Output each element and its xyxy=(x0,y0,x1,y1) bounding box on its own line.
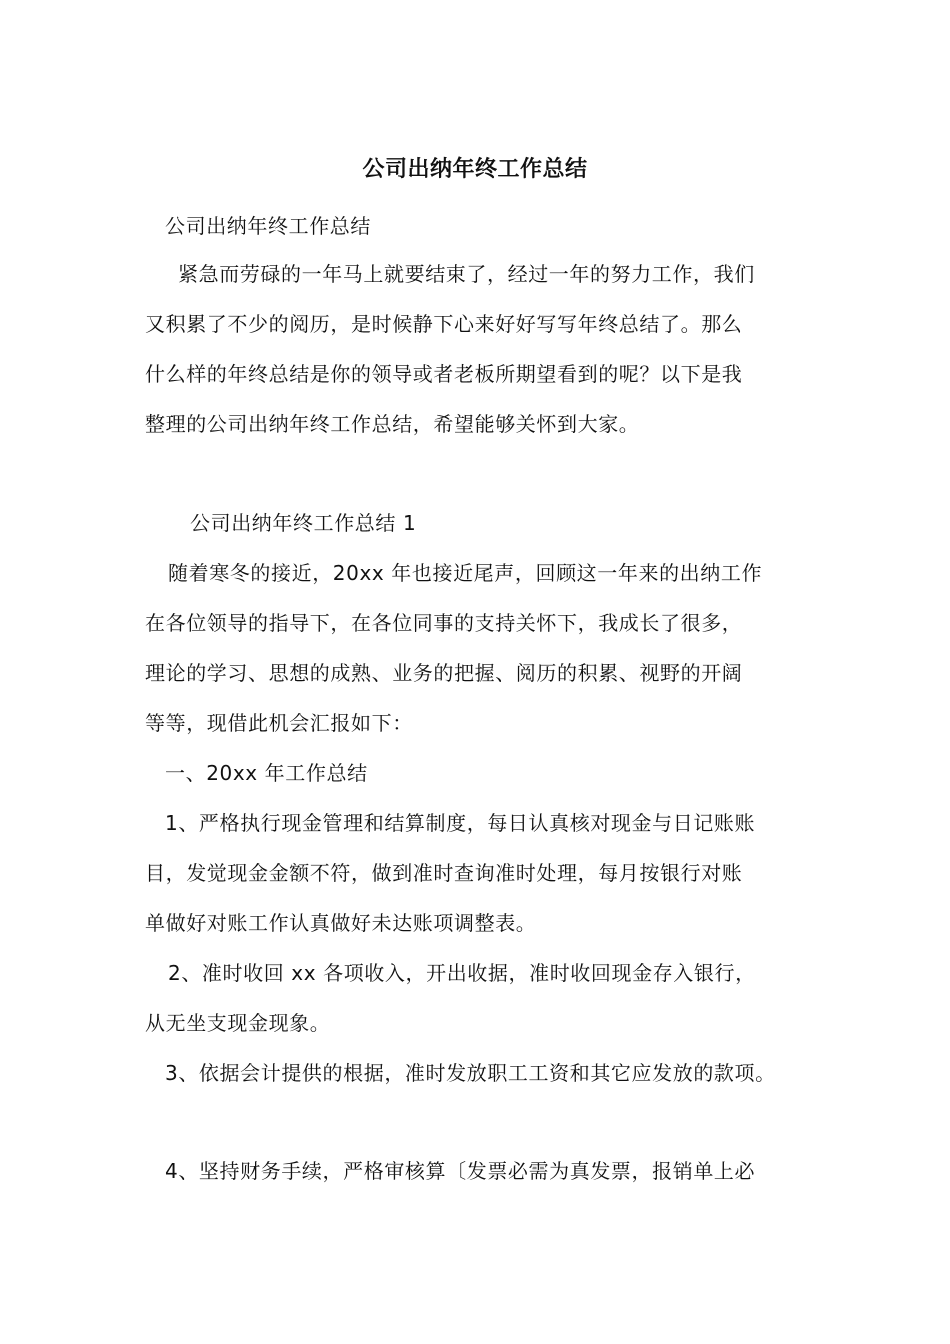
section-heading: 一、20xx 年工作总结 xyxy=(165,761,368,785)
paragraph-line: 在各位领导的指导下，在各位同事的支持关怀下，我成长了很多， xyxy=(145,611,743,635)
section-heading: 公司出纳年终工作总结 1 xyxy=(190,511,417,535)
list-item-line: 目，发觉现金金额不符，做到准时查询准时处理，每月按银行对账 xyxy=(145,861,743,885)
paragraph-line: 等等，现借此机会汇报如下： xyxy=(145,711,413,735)
paragraph-line: 理论的学习、思想的成熟、业务的把握、阅历的积累、视野的开阔 xyxy=(145,661,743,685)
subtitle-line: 公司出纳年终工作总结 xyxy=(165,214,371,238)
list-item-line: 1、严格执行现金管理和结算制度，每日认真核对现金与日记账账 xyxy=(165,811,756,835)
list-item-line: 2、准时收回 xx 各项收入，开出收据，准时收回现金存入银行， xyxy=(168,961,756,985)
list-item-line: 单做好对账工作认真做好未达账项调整表。 xyxy=(145,911,537,935)
list-item-line: 从无坐支现金现象。 xyxy=(145,1011,331,1035)
paragraph-line: 紧急而劳碌的一年马上就要结束了，经过一年的努力工作，我们 xyxy=(178,262,755,286)
list-item-line: 4、坚持财务手续，严格审核算〔发票必需为真发票，报销单上必 xyxy=(165,1159,756,1183)
list-item-line: 3、依据会计提供的根据，准时发放职工工资和其它应发放的款项。 xyxy=(165,1061,776,1085)
paragraph-line: 整理的公司出纳年终工作总结，希望能够关怀到大家。 xyxy=(145,412,640,436)
paragraph-line: 又积累了不少的阅历，是时候静下心来好好写写年终总结了。那么 xyxy=(145,312,743,336)
document-title: 公司出纳年终工作总结 xyxy=(362,157,588,182)
paragraph-line: 什么样的年终总结是你的领导或者老板所期望看到的呢？以下是我 xyxy=(145,362,743,386)
paragraph-line: 随着寒冬的接近，20xx 年也接近尾声，回顾这一年来的出纳工作 xyxy=(168,561,763,585)
